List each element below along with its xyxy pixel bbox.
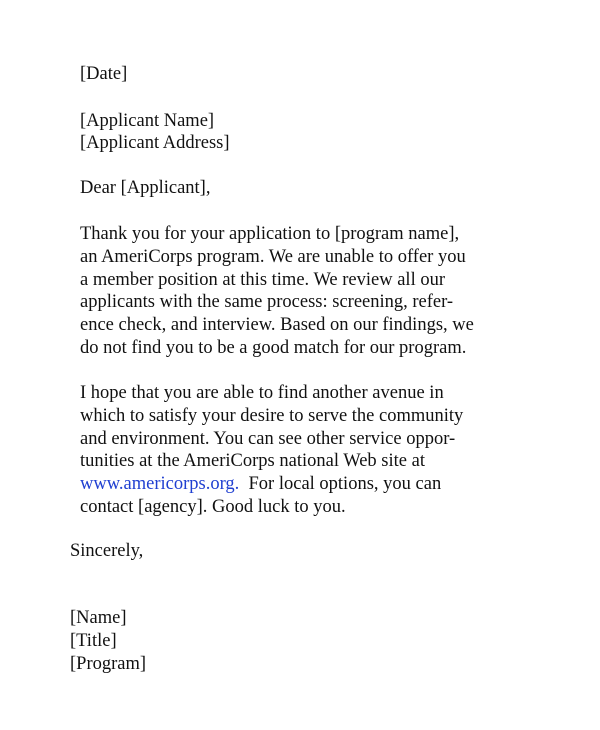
paragraph-2-line: which to satisfy your desire to serve the community bbox=[80, 405, 464, 426]
paragraph-1-line: Thank you for your application to [program name], bbox=[80, 224, 460, 244]
paragraph-1-line: an AmeriCorps program. We are unable to offer you bbox=[80, 246, 466, 267]
paragraph-1-line: ence check, and interview. Based on our findings, we bbox=[80, 315, 474, 336]
americorps-link[interactable]: www.americorps.org. bbox=[80, 474, 240, 495]
salutation: Dear [Applicant], bbox=[80, 178, 211, 198]
paragraph-1 bbox=[80, 223, 474, 360]
applicant-name: [Applicant Name] bbox=[80, 111, 215, 131]
paragraph-2-line: I hope that you are able to find another avenue in bbox=[80, 383, 444, 403]
paragraph-1-line: do not find you to be a good match for our program. bbox=[80, 337, 467, 358]
paragraph-2-line: contact [agency]. Good luck to you. bbox=[80, 496, 346, 517]
closing: Sincerely, bbox=[70, 541, 144, 561]
signature-name: [Name] bbox=[70, 608, 127, 628]
signature-program: [Program] bbox=[70, 654, 147, 674]
paragraph-2-line: and environment. You can see other service oppor- bbox=[80, 428, 456, 449]
signature-title: [Title] bbox=[70, 631, 117, 651]
paragraph-2 bbox=[80, 382, 463, 519]
date-line: [Date] bbox=[80, 64, 128, 84]
paragraph-1-line: a member position at this time. We review all our bbox=[80, 269, 445, 290]
paragraph-2-link-line bbox=[80, 473, 463, 496]
after-link-text: For local options, you can bbox=[239, 474, 442, 495]
applicant-address: [Applicant Address] bbox=[80, 133, 230, 153]
paragraph-2-line: tunities at the AmeriCorps national Web site at bbox=[80, 451, 425, 472]
paragraph-1-line: applicants with the same process: screening, refer- bbox=[80, 292, 454, 313]
